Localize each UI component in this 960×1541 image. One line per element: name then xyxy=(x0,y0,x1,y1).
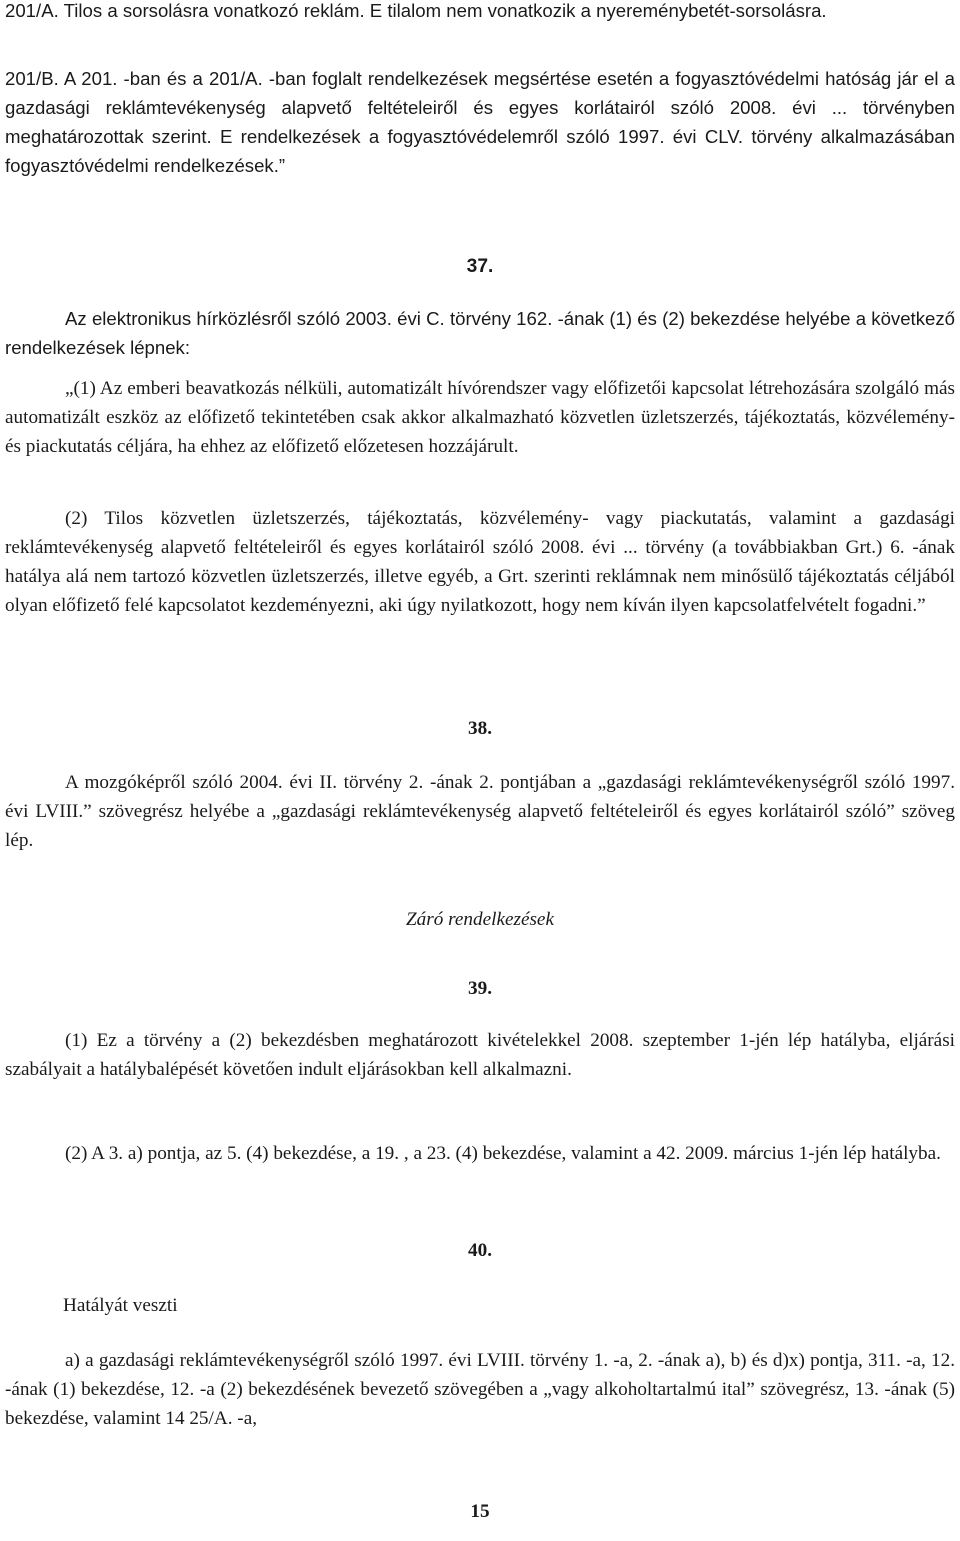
page-number: 15 xyxy=(470,1501,490,1522)
paragraph-201a: 201/A. Tilos a sorsolásra vonatkozó reklám. E tilalom nem vonatkozik a nyereménybetét-sorsolásra. xyxy=(5,0,827,21)
paragraph-37-2: (2) Tilos közvetlen üzletszerzés, tájékoztatás, közvélemény- vagy piackutatás, valamint a gazdasági reklámtevékenység alapvető feltételeiről és egyes korlátairól szóló 2008. évi ... törvény (a továbbiakban Grt.) 6. -ának hatálya alá nem tartozó közvetlen üzletszerzés, illetve egyéb, a Grt. szerinti reklámnak nem minősülő tájékoztatás céljából olyan előfizető felé kapcsolatot kezdeményezni, aki úgy nyilatkozott, hogy nem kíván ilyen kapcsolatfelvételt fogadni.” xyxy=(5,508,955,616)
section-37-heading: 37. xyxy=(466,256,494,277)
paragraph-201b: 201/B. A 201. -ban és a 201/A. -ban foglalt rendelkezések megsértése esetén a fogyasztóvédelmi hatóság jár el a gazdasági reklámtevékenység alapvető feltételeiről és egyes korlátairól szóló 2008. évi ... törvényben meghatározottak szerint. E rendelkezések a fogyasztóvédelemről szóló 1997. évi CLV. törvény alkalmazásában fogyasztóvédelmi rendelkezések.” xyxy=(5,68,955,176)
paragraph-37-1: „(1) Az emberi beavatkozás nélküli, automatizált hívórendszer vagy előfizetői kapcsolat létrehozására szolgáló más automatizált eszköz az előfizető tekintetében csak akkor alkalmazható közvetlen üzletszerzés, tájékoztatás, közvélemény- és piackutatás céljára, ha ehhez az előfizető előzetesen hozzájárult. xyxy=(5,378,955,457)
paragraph-40: a) a gazdasági reklámtevékenységről szóló 1997. évi LVIII. törvény 1. -a, 2. -ának a), b) és d)x) pontja, 311. -a, 12. -ának (1) bekezdése, 12. -a (2) bekezdésének bevezető szövegében a „vagy alkoholtartalmú ital” szövegrész, 13. -ának (5) bekezdése, valamint 14 25/A. -a, xyxy=(5,1350,955,1429)
paragraph-39-1: (1) Ez a törvény a (2) bekezdésben meghatározott kivételekkel 2008. szeptember 1-jén lép hatályba, eljárási szabályait a hatálybalépését követően indult eljárásokban kell alkalmazni. xyxy=(5,1030,955,1080)
section-39-heading: 39. xyxy=(468,978,492,999)
section-40-heading: 40. xyxy=(468,1240,492,1261)
paragraph-39-2: (2) A 3. a) pontja, az 5. (4) bekezdése, a 19. , a 23. (4) bekezdése, valamint a 42. 2009. március 1-jén lép hatályba. xyxy=(65,1143,941,1164)
section-38-heading: 38. xyxy=(468,718,492,739)
paragraph-37-intro: Az elektronikus hírközlésről szóló 2003. évi C. törvény 162. -ának (1) és (2) bekezdése helyébe a következő rendelkezések lépnek: xyxy=(5,308,955,358)
paragraph-38: A mozgóképről szóló 2004. évi II. törvény 2. -ának 2. pontjában a „gazdasági reklámtevékenységről szóló 1997. évi LVIII.” szövegrész helyébe a „gazdasági reklámtevékenység alapvető feltételeiről és egyes korlátairól szóló” szöveg lép. xyxy=(5,772,955,851)
closing-provisions-title: Záró rendelkezések xyxy=(406,909,554,930)
repealed-label: Hatályát veszti xyxy=(63,1295,178,1316)
